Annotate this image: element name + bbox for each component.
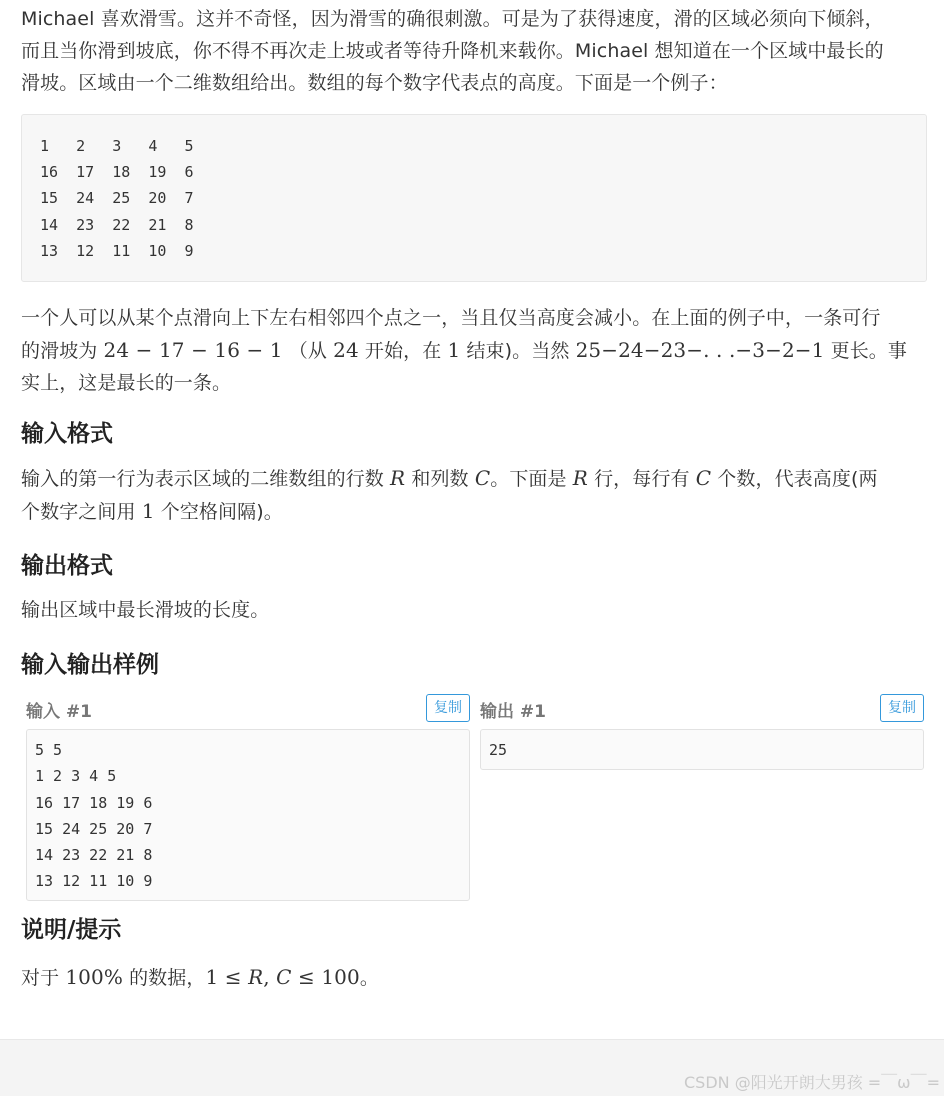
- input-format-heading: 输入格式: [21, 421, 113, 447]
- example-grid-row: 16 17 18 19 6: [40, 163, 194, 181]
- text: 个空格间隔)。: [160, 501, 283, 523]
- desc-line: 一个人可以从某个点滑向上下左右相邻四个点之一，当且仅当高度会减小。在上面的例子中，一条可行: [21, 307, 881, 329]
- output-format-line: 输出区域中最长滑坡的长度。: [21, 599, 270, 621]
- description-paragraph: [21, 302, 929, 399]
- desc-text: 更长。事: [830, 340, 907, 362]
- math-var: [390, 466, 405, 490]
- text: 个数字之间用: [21, 501, 136, 523]
- math-var-r: R: [572, 466, 588, 490]
- text: 。: [359, 967, 379, 989]
- text: 的数据，: [129, 967, 206, 989]
- math-expression: 1: [447, 338, 461, 362]
- math-expression: 25−24−23−. . .−3−2−1: [575, 338, 825, 362]
- math-var-r: R: [390, 466, 406, 490]
- desc-text: 开始，在: [364, 340, 442, 362]
- math-var-c: C: [474, 466, 491, 490]
- page-footer: [0, 1039, 944, 1096]
- math-constraint: [205, 965, 359, 989]
- math-part: ≤ 100: [291, 965, 360, 989]
- math-var-c: C: [276, 965, 292, 989]
- intro-line: 滑坡。区域由一个二维数组给出。数组的每个数字代表点的高度。下面是一个例子：: [21, 72, 728, 94]
- text: 输入的第一行为表示区域的二维数组的行数: [21, 468, 384, 490]
- math-expression: 24: [333, 338, 359, 362]
- sample-output-title: 输出 #1: [480, 702, 546, 722]
- intro-line: Michael 喜欢滑雪。这并不奇怪，因为滑雪的确很刺激。可是为了获得速度，滑的区域必须向下倾斜，: [21, 8, 884, 30]
- math-expression: 24 − 17 − 16 − 1: [103, 338, 283, 362]
- input-format-paragraph: [21, 462, 929, 528]
- desc-text: （从: [288, 340, 327, 362]
- sample-input-box[interactable]: 5 5 1 2 3 4 5 16 17 18 19 6 15 24 25 20 7 14 23 22 21 8 13 12 11 10 9: [26, 729, 470, 901]
- desc-text: 结束)。当然: [466, 340, 570, 362]
- csdn-watermark: CSDN @阳光开朗大男孩 =￣ω￣=: [683, 1073, 940, 1092]
- example-grid-row: 14 23 22 21 8: [40, 216, 194, 234]
- intro-paragraph: [21, 3, 929, 99]
- desc-line: 实上，这是最长的一条。: [21, 372, 232, 394]
- math-part: ,: [263, 965, 277, 989]
- text: 行，每行有: [594, 468, 690, 490]
- desc-text: 的滑坡为: [21, 340, 98, 362]
- copy-input-button[interactable]: 复制: [426, 694, 470, 722]
- hint-line: [21, 961, 929, 994]
- input-format-line: [21, 495, 929, 528]
- text: 和列数: [411, 468, 469, 490]
- math-var: [573, 466, 588, 490]
- text: 个数，代表高度(两: [717, 468, 878, 490]
- text: 。下面是: [490, 468, 567, 490]
- example-grid-row: 1 2 3 4 5: [40, 137, 194, 155]
- math-var: [475, 466, 490, 490]
- output-format-paragraph: [21, 594, 929, 626]
- math-var-c: C: [695, 466, 712, 490]
- text: 对于: [21, 967, 60, 989]
- example-grid-row: 15 24 25 20 7: [40, 189, 194, 207]
- intro-line: 而且当你滑到坡底，你不得不再次走上坡或者等待升降机来载你。Michael 想知道在一个区域中最长的: [21, 40, 884, 62]
- hint-paragraph: [21, 961, 929, 994]
- example-grid-row: 13 12 11 10 9: [40, 242, 194, 260]
- math-percent: 100%: [65, 965, 123, 989]
- math-number: 1: [141, 499, 155, 523]
- example-grid-block: [21, 114, 927, 282]
- copy-output-button[interactable]: 复制: [880, 694, 924, 722]
- output-format-heading: 输出格式: [21, 553, 113, 579]
- samples-heading: 输入输出样例: [21, 652, 159, 678]
- sample-input-title: 输入 #1: [26, 702, 92, 722]
- math-var: [696, 466, 711, 490]
- hint-heading: 说明/提示: [21, 917, 122, 943]
- desc-line: [21, 334, 929, 367]
- math-var-r: R: [248, 965, 264, 989]
- math-part: 1 ≤: [205, 965, 249, 989]
- input-format-line: [21, 462, 929, 495]
- sample-output-box[interactable]: 25: [480, 729, 924, 770]
